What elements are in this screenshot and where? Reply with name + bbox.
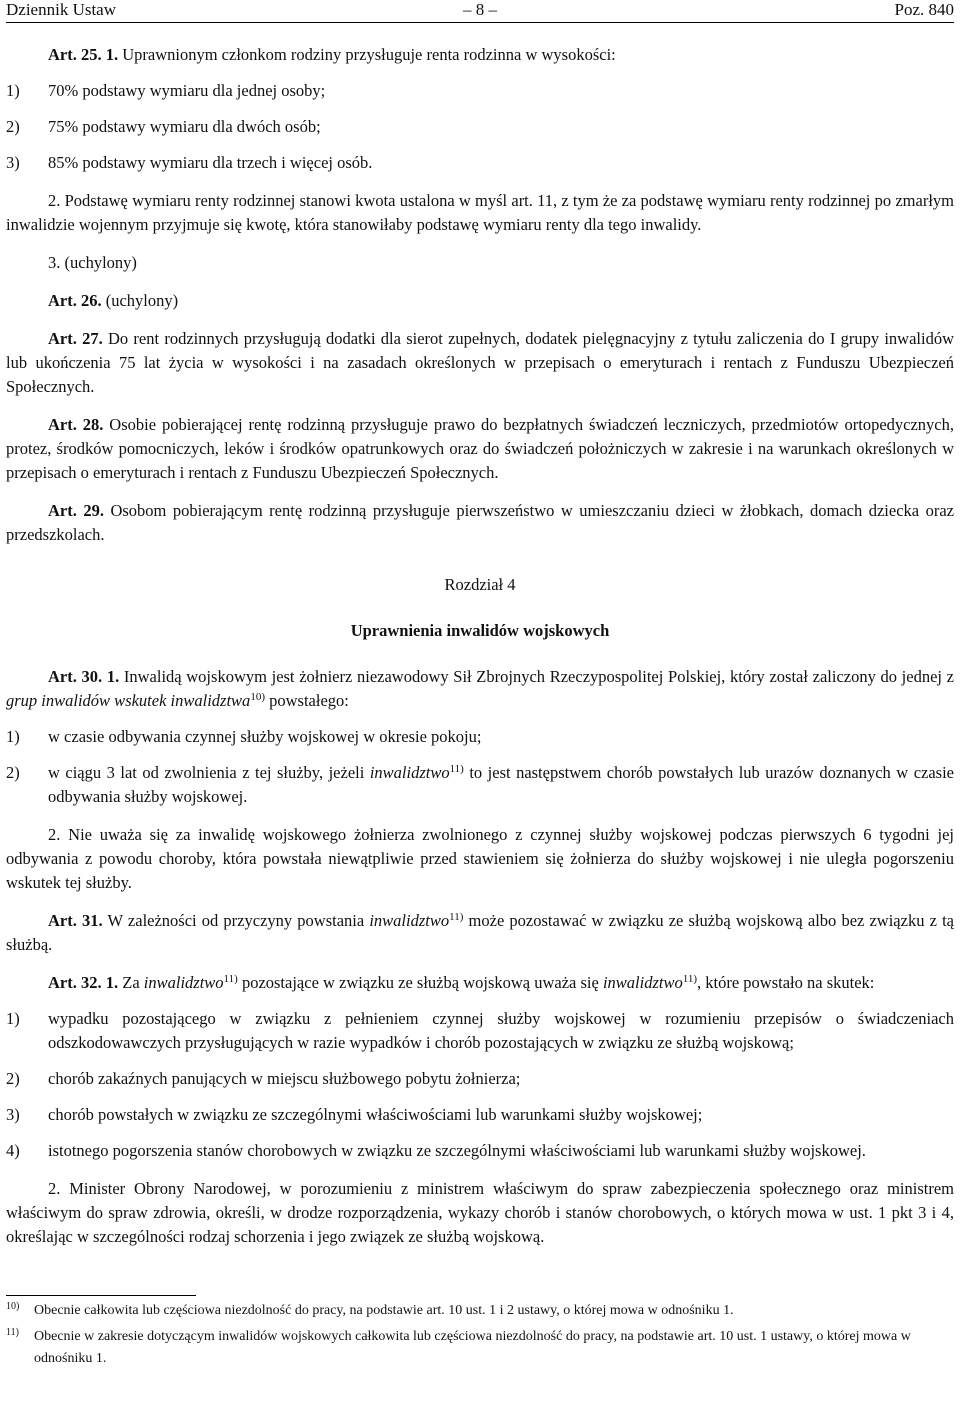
art25-paragraph-3: 3. (uchylony) [48, 253, 137, 272]
art32-text: pozostające w związku ze służbą wojskową uważa się [237, 973, 603, 992]
art25-paragraph-1 [6, 43, 954, 67]
art32-italic-text: inwalidztwo [143, 973, 224, 992]
art25-label: Art. 25. 1. [48, 45, 119, 64]
list-text: 85% podstawy wymiaru dla trzech i więcej osób. [48, 153, 373, 172]
list-text: 70% podstawy wymiaru dla jednej osoby; [48, 81, 326, 100]
art26-paragraph [6, 289, 954, 313]
footnote-number: 10) [6, 1301, 20, 1312]
footnote-divider [6, 1295, 196, 1296]
list-item [6, 79, 954, 103]
art30-italic-text: grup inwalidów wskutek inwalidztwa [6, 691, 251, 710]
page-header [6, 0, 954, 23]
position-number: Poz. 840 [894, 0, 954, 19]
footnote-ref[interactable]: 11) [682, 973, 698, 985]
art30-label: Art. 30. 1. [48, 667, 120, 686]
list-number: 2) [6, 763, 20, 782]
list-item [6, 1067, 954, 1091]
footnote-text: Obecnie całkowita lub częściowa niezdolność do pracy, na podstawie art. 10 ust. 1 i 2 ustawy, o której mowa w odnośniku 1. [34, 1303, 734, 1318]
list-item [6, 1139, 954, 1163]
list-text: istotnego pogorszenia stanów chorobowych w związku ze szczególnymi właściwościami lub warunkami służby wojskowej. [48, 1141, 866, 1160]
art31-paragraph [6, 909, 954, 957]
list-item [6, 115, 954, 139]
art29-label: Art. 29. [48, 501, 104, 520]
list-text: 75% podstawy wymiaru dla dwóch osób; [48, 117, 321, 136]
art31-text: W zależności od przyczyny powstania [102, 911, 370, 930]
art32-paragraph-2: 2. Minister Obrony Narodowej, w porozumieniu z ministrem właściwym do spraw zabezpieczenia społecznego oraz ministrem właściwym do spraw zdrowia, określi, w drodze rozporządzenia, wykazy chorób i stanów chorobowych, o których mowa w ust. 1 pkt 3 i 4, określając w szczególności rodzaj schorzenia i jego związek ze służbą wojskową. [6, 1179, 954, 1246]
list-number: 4) [6, 1141, 20, 1160]
list-text: w czasie odbywania czynnej służby wojskowej w okresie pokoju; [48, 727, 482, 746]
list-item [6, 151, 954, 175]
list-text [48, 761, 954, 809]
art29-text: Osobom pobierającym rentę rodzinną przysługuje pierwszeństwo w umieszczaniu dzieci w żłobkach, domach dziecka oraz przedszkolach. [6, 501, 954, 544]
page-number: – 8 – [463, 0, 497, 19]
list-item [6, 1007, 954, 1055]
footnote-ref[interactable]: 11) [223, 973, 238, 985]
art30-paragraph-1 [6, 665, 954, 713]
footnote [6, 1300, 954, 1322]
document-page [6, 0, 954, 1370]
art31-italic-text: inwalidztwo [369, 911, 450, 930]
journal-title: Dziennik Ustaw [6, 0, 117, 19]
art32-text: Za [118, 973, 144, 992]
art27-paragraph [6, 327, 954, 399]
list-number: 2) [6, 1069, 20, 1088]
list-number: 3) [6, 153, 20, 172]
art26-text: (uchylony) [101, 291, 179, 310]
footnote [6, 1326, 954, 1370]
art32-label: Art. 32. 1. [48, 973, 119, 992]
list-item [6, 725, 954, 749]
list-text: chorób powstałych w związku ze szczególnymi właściwościami lub warunkami służby wojskowej; [48, 1105, 703, 1124]
art31-label: Art. 31. [48, 911, 103, 930]
art26-label: Art. 26. [48, 291, 102, 310]
list-text: chorób zakaźnych panujących w miejscu służbowego pobytu żołnierza; [48, 1069, 521, 1088]
footnote-ref[interactable]: 10) [250, 691, 265, 703]
art30-text: Inwalidą wojskowym jest żołnierz niezawodowy Sił Zbrojnych Rzeczypospolitej Polskiej, który został zaliczony do jednej z [119, 667, 954, 686]
footnote-ref[interactable]: 11) [449, 911, 464, 923]
art28-label: Art. 28. [48, 415, 104, 434]
chapter-title: Uprawnienia inwalidów wojskowych [350, 621, 610, 640]
list-number: 2) [6, 117, 20, 136]
list-italic-text: inwalidztwo [369, 763, 450, 782]
art32-text-end: , które powstało na skutek: [697, 973, 875, 992]
document-body [6, 43, 954, 1370]
art30-text-end: powstałego: [264, 691, 349, 710]
footnote-ref[interactable]: 11) [449, 763, 464, 775]
list-number: 1) [6, 1009, 20, 1028]
chapter-number: Rozdział 4 [444, 575, 516, 594]
list-number: 3) [6, 1105, 20, 1124]
list-item [6, 761, 954, 809]
art29-paragraph [6, 499, 954, 547]
art25-paragraph-2: 2. Podstawę wymiaru renty rodzinnej stanowi kwota ustalona w myśl art. 11, z tym że za podstawę wymiaru renty rodzinnej po zmarłym inwalidzie wojennym przyjmuje się kwotę, która stanowiłaby podstawę wymiaru renty dla tego inwalidy. [6, 191, 954, 234]
art32-paragraph-1 [6, 971, 954, 995]
footnote-number: 11) [6, 1327, 19, 1338]
art25-intro: Uprawnionym członkom rodziny przysługuje renta rodzinna w wysokości: [118, 45, 616, 64]
art27-label: Art. 27. [48, 329, 103, 348]
art32-italic-text: inwalidztwo [602, 973, 683, 992]
list-text: wypadku pozostającego w związku z pełnieniem czynnej służby wojskowej w rozumieniu przepisów o świadczeniach odszkodowawczych przysługujących w razie wypadków i chorób pozostających w związku ze służbą wojskową; [48, 1009, 954, 1052]
list-item [6, 1103, 954, 1127]
list-number: 1) [6, 727, 20, 746]
art27-text: Do rent rodzinnych przysługują dodatki dla sierot zupełnych, dodatek pielęgnacyjny z tytułu zaliczenia do I grupy inwalidów lub ukończenia 75 lat życia w wysokości i na zasadach określonych w przepisach o emeryturach i rentach z Funduszu Ubezpieczeń Społecznych. [6, 329, 955, 396]
art31-text-end: może pozostawać w związku ze służbą wojskową albo bez związku z tą służbą. [6, 911, 954, 954]
art28-text: Osobie pobierającej rentę rodzinną przysługuje prawo do bezpłatnych świadczeń leczniczych, przedmiotów ortopedycznych, protez, środków pomocniczych, leków i środków opatrunkowych oraz do świadczeń położniczych w zakresie i na warunkach określonych w przepisach o emeryturach i rentach z Funduszu Ubezpieczeń Społecznych. [6, 415, 954, 482]
list-number: 1) [6, 81, 20, 100]
list-text-part: to jest następstwem chorób powstałych lub urazów doznanych w czasie odbywania służby wojskowej. [48, 763, 954, 806]
art30-paragraph-2: 2. Nie uważa się za inwalidę wojskowego żołnierza zwolnionego z czynnej służby wojskowej podczas pierwszych 6 tygodni jej odbywania z powodu choroby, która powstała niewątpliwie przed stawieniem się żołnierza do służby wojskowej i nie uległa pogorszeniu wskutek tej służby. [6, 825, 954, 892]
art28-paragraph [6, 413, 954, 485]
footnote-text: Obecnie w zakresie dotyczącym inwalidów wojskowych całkowita lub częściowa niezdolność do pracy, na podstawie art. 10 ust. 1 ustawy, o której mowa w odnośniku 1. [34, 1329, 911, 1366]
list-text-part: w ciągu 3 lat od zwolnienia z tej służby, jeżeli [48, 763, 370, 782]
